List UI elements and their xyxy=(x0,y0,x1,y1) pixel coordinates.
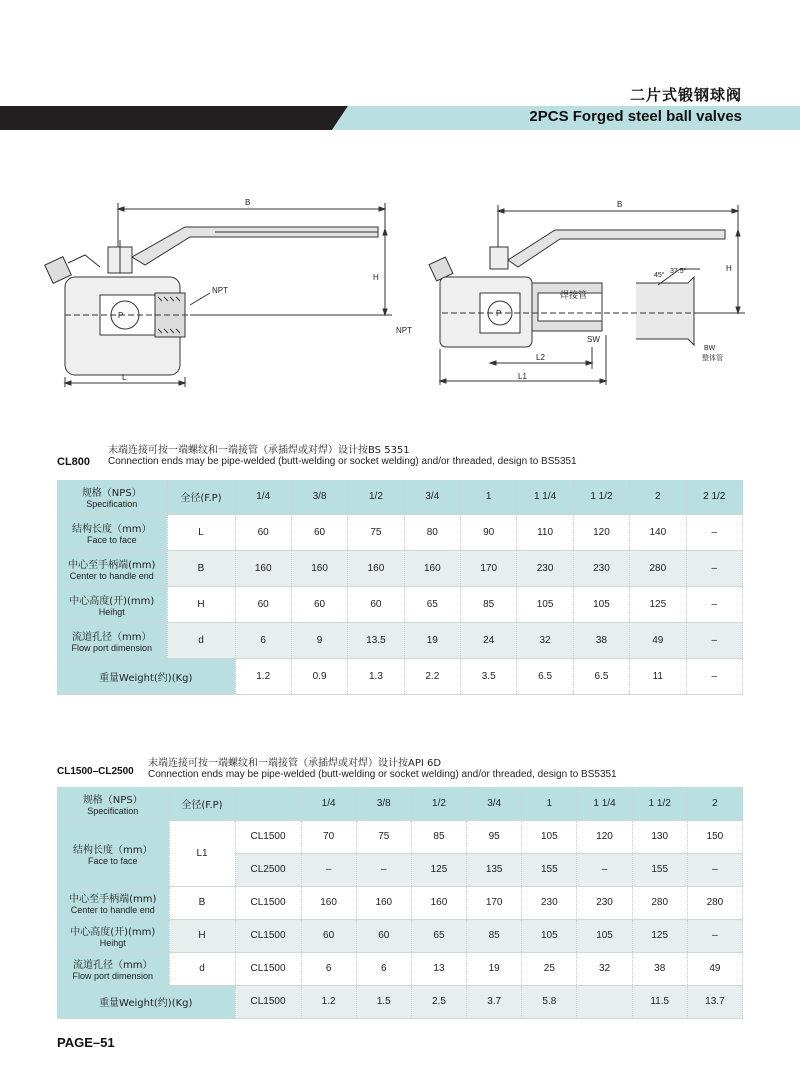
row-label: 重量Weight(约)(Kg) xyxy=(57,658,235,694)
value-cell: 160 xyxy=(348,550,404,586)
class-cell: CL2500 xyxy=(235,853,301,886)
left-dim-l: L xyxy=(122,373,127,382)
value-cell: 9 xyxy=(291,622,347,658)
value-cell: 105 xyxy=(522,919,577,952)
right-dim-l2: L2 xyxy=(536,353,545,362)
row-label: 结构长度（mm） Face to face xyxy=(57,514,167,550)
value-cell: 6.5 xyxy=(517,658,573,694)
value-cell: 49 xyxy=(630,622,686,658)
size-cell: 1 1/2 xyxy=(632,787,687,820)
row-symbol: B xyxy=(167,550,235,586)
value-cell: – xyxy=(687,919,742,952)
cl1500-header-row xyxy=(57,787,743,820)
row-label: 结构长度（mm） Face to face xyxy=(57,820,169,886)
size-cell: 3/8 xyxy=(291,480,347,514)
value-cell: 6 xyxy=(301,952,356,985)
value-cell: 120 xyxy=(573,514,629,550)
value-cell: 280 xyxy=(687,886,742,919)
size-cell: 1 1/4 xyxy=(517,480,573,514)
value-cell: 80 xyxy=(404,514,460,550)
value-cell: 90 xyxy=(461,514,517,550)
size-cell: 1/4 xyxy=(235,480,291,514)
cl800-header-row xyxy=(57,480,743,514)
value-cell: 24 xyxy=(461,622,517,658)
value-cell: 280 xyxy=(630,550,686,586)
value-cell xyxy=(577,985,632,1018)
left-valve-drawing xyxy=(45,203,392,387)
value-cell: 38 xyxy=(632,952,687,985)
table-row xyxy=(57,586,743,622)
value-cell: 70 xyxy=(301,820,356,853)
value-cell: 170 xyxy=(467,886,522,919)
size-cell: 1 1/2 xyxy=(573,480,629,514)
value-cell: 160 xyxy=(356,886,411,919)
value-cell: 5.8 xyxy=(522,985,577,1018)
fp-header: 全径(F.P) xyxy=(169,787,235,820)
value-cell: – xyxy=(686,550,743,586)
size-cell: 3/8 xyxy=(356,787,411,820)
value-cell: 19 xyxy=(467,952,522,985)
value-cell: 60 xyxy=(356,919,411,952)
value-cell: 135 xyxy=(467,853,522,886)
value-cell: 160 xyxy=(301,886,356,919)
left-dim-b: B xyxy=(245,198,251,207)
value-cell: 105 xyxy=(522,820,577,853)
value-cell: 150 xyxy=(687,820,742,853)
class-cell: CL1500 xyxy=(235,919,301,952)
row-label: 流道孔径（mm） Flow port dimension xyxy=(57,622,167,658)
value-cell: 85 xyxy=(467,919,522,952)
value-cell: 1.2 xyxy=(235,658,291,694)
value-cell: 13 xyxy=(411,952,466,985)
value-cell: 160 xyxy=(404,550,460,586)
title-english: 2PCS Forged steel ball valves xyxy=(529,108,742,125)
size-cell: 2 1/2 xyxy=(686,480,743,514)
value-cell: 75 xyxy=(348,514,404,550)
class-cell: CL1500 xyxy=(235,952,301,985)
value-cell: 65 xyxy=(411,919,466,952)
size-cell: 1/2 xyxy=(411,787,466,820)
value-cell: – xyxy=(577,853,632,886)
table-row xyxy=(57,622,743,658)
value-cell: 125 xyxy=(632,919,687,952)
row-symbol: d xyxy=(169,952,235,985)
value-cell: 85 xyxy=(461,586,517,622)
size-cell: 3/4 xyxy=(404,480,460,514)
right-weld-pipe: 焊接管 xyxy=(560,291,588,301)
value-cell: 1.5 xyxy=(356,985,411,1018)
cl1500-table xyxy=(57,787,743,1019)
row-label: 中心至手柄端(mm) Center to handle end xyxy=(57,550,167,586)
right-dim-b: B xyxy=(617,200,623,209)
row-symbol: d xyxy=(167,622,235,658)
value-cell: 105 xyxy=(517,586,573,622)
right-bw-cn: 整体管 xyxy=(702,354,723,362)
table-row xyxy=(57,952,743,985)
size-cell: 1/2 xyxy=(348,480,404,514)
size-cell: 1 1/4 xyxy=(577,787,632,820)
value-cell: 32 xyxy=(517,622,573,658)
value-cell: 11.5 xyxy=(632,985,687,1018)
valve-drawings xyxy=(40,185,760,395)
table-row xyxy=(57,514,743,550)
value-cell: 95 xyxy=(467,820,522,853)
value-cell: 11 xyxy=(630,658,686,694)
size-cell: 1/4 xyxy=(301,787,356,820)
class-cell: CL1500 xyxy=(235,820,301,853)
right-dim-l1: L1 xyxy=(518,372,527,381)
value-cell: – xyxy=(686,622,743,658)
value-cell: – xyxy=(687,853,742,886)
right-dim-h: H xyxy=(726,264,732,273)
class-header xyxy=(235,787,301,820)
value-cell: 1.2 xyxy=(301,985,356,1018)
value-cell: 49 xyxy=(687,952,742,985)
value-cell: 38 xyxy=(573,622,629,658)
table-row xyxy=(57,658,743,694)
row-label: 流道孔径（mm） Flow port dimension xyxy=(57,952,169,985)
value-cell: 230 xyxy=(517,550,573,586)
value-cell: 0.9 xyxy=(291,658,347,694)
row-symbol: L1 xyxy=(169,820,235,886)
right-sw: SW xyxy=(587,335,600,344)
row-symbol: B xyxy=(169,886,235,919)
left-npt: NPT xyxy=(212,286,228,295)
value-cell: 230 xyxy=(522,886,577,919)
right-npt: NPT xyxy=(396,326,412,335)
right-angle-37: 37.5° xyxy=(670,268,687,275)
value-cell: 60 xyxy=(291,586,347,622)
value-cell: 230 xyxy=(573,550,629,586)
row-label: 中心高度(开)(mm) Heihgt xyxy=(57,919,169,952)
spec-header: 规格（NPS） Specification xyxy=(57,480,167,514)
right-angle-45: 45° xyxy=(654,272,665,279)
value-cell: 6.5 xyxy=(573,658,629,694)
value-cell: 19 xyxy=(404,622,460,658)
left-dim-h: H xyxy=(373,273,379,282)
value-cell: 3.7 xyxy=(467,985,522,1018)
cl1500-note-cn: 末端连接可按一端螺纹和一端接管（承插焊或对焊）设计按API 6D xyxy=(148,758,442,769)
size-cell: 2 xyxy=(630,480,686,514)
value-cell: – xyxy=(686,658,743,694)
value-cell: 105 xyxy=(577,919,632,952)
value-cell: 120 xyxy=(577,820,632,853)
value-cell: 75 xyxy=(356,820,411,853)
value-cell: 130 xyxy=(632,820,687,853)
value-cell: 60 xyxy=(291,514,347,550)
value-cell: 160 xyxy=(291,550,347,586)
value-cell: 160 xyxy=(235,550,291,586)
value-cell: 60 xyxy=(348,586,404,622)
value-cell: 110 xyxy=(517,514,573,550)
value-cell: 2.2 xyxy=(404,658,460,694)
table-row xyxy=(57,985,743,1018)
left-port: P xyxy=(118,311,124,320)
table-row xyxy=(57,919,743,952)
value-cell: 2.5 xyxy=(411,985,466,1018)
size-cell: 1 xyxy=(522,787,577,820)
right-valve-drawing xyxy=(429,205,745,385)
value-cell: 60 xyxy=(235,586,291,622)
value-cell: 160 xyxy=(411,886,466,919)
value-cell: – xyxy=(356,853,411,886)
value-cell: 140 xyxy=(630,514,686,550)
value-cell: – xyxy=(686,514,743,550)
row-symbol: H xyxy=(169,919,235,952)
value-cell: 65 xyxy=(404,586,460,622)
value-cell: 60 xyxy=(301,919,356,952)
row-label: 中心至手柄端(mm) Center to handle end xyxy=(57,886,169,919)
cl800-table xyxy=(57,480,743,695)
title-chinese: 二片式锻钢球阀 xyxy=(629,86,742,104)
cl800-note-en: Connection ends may be pipe-welded (butt-welding or socket welding) and/or threaded, design to BS5351 xyxy=(108,456,577,467)
row-label: 中心高度(开)(mm) Heihgt xyxy=(57,586,167,622)
value-cell: 105 xyxy=(573,586,629,622)
value-cell: 3.5 xyxy=(461,658,517,694)
right-bw: BW xyxy=(704,345,716,352)
cl1500-note-en: Connection ends may be pipe-welded (butt-welding or socket welding) and/or threaded, design to BS5351 xyxy=(148,769,617,780)
size-cell: 3/4 xyxy=(467,787,522,820)
value-cell: 13.5 xyxy=(348,622,404,658)
value-cell: 280 xyxy=(632,886,687,919)
value-cell: 155 xyxy=(632,853,687,886)
row-label: 重量Weight(约)(Kg) xyxy=(57,985,235,1018)
size-cell: 2 xyxy=(687,787,742,820)
value-cell: – xyxy=(301,853,356,886)
row-symbol: H xyxy=(167,586,235,622)
value-cell: 25 xyxy=(522,952,577,985)
fp-header: 全径(F.P) xyxy=(167,480,235,514)
cl800-note-cn: 末端连接可按一端螺纹和一端接管（承插焊或对焊）设计按BS 5351 xyxy=(108,445,410,456)
value-cell: 85 xyxy=(411,820,466,853)
size-cell: 1 xyxy=(461,480,517,514)
value-cell: 125 xyxy=(630,586,686,622)
value-cell: 155 xyxy=(522,853,577,886)
value-cell: 60 xyxy=(235,514,291,550)
value-cell: 6 xyxy=(235,622,291,658)
value-cell: 32 xyxy=(577,952,632,985)
row-symbol: L xyxy=(167,514,235,550)
cl800-label: CL800 xyxy=(57,456,91,468)
value-cell: 6 xyxy=(356,952,411,985)
table-row xyxy=(57,820,743,853)
value-cell: 1.3 xyxy=(348,658,404,694)
value-cell: 125 xyxy=(411,853,466,886)
value-cell: – xyxy=(686,586,743,622)
page-number: PAGE–51 xyxy=(57,1035,115,1050)
value-cell: 230 xyxy=(577,886,632,919)
right-port: P xyxy=(496,309,502,318)
value-cell: 13.7 xyxy=(687,985,742,1018)
class-cell: CL1500 xyxy=(235,985,301,1018)
table-row xyxy=(57,550,743,586)
value-cell: 170 xyxy=(461,550,517,586)
table-row xyxy=(57,886,743,919)
class-cell: CL1500 xyxy=(235,886,301,919)
spec-header: 规格（NPS） Specification xyxy=(57,787,169,820)
cl1500-label: CL1500–CL2500 xyxy=(57,766,134,777)
